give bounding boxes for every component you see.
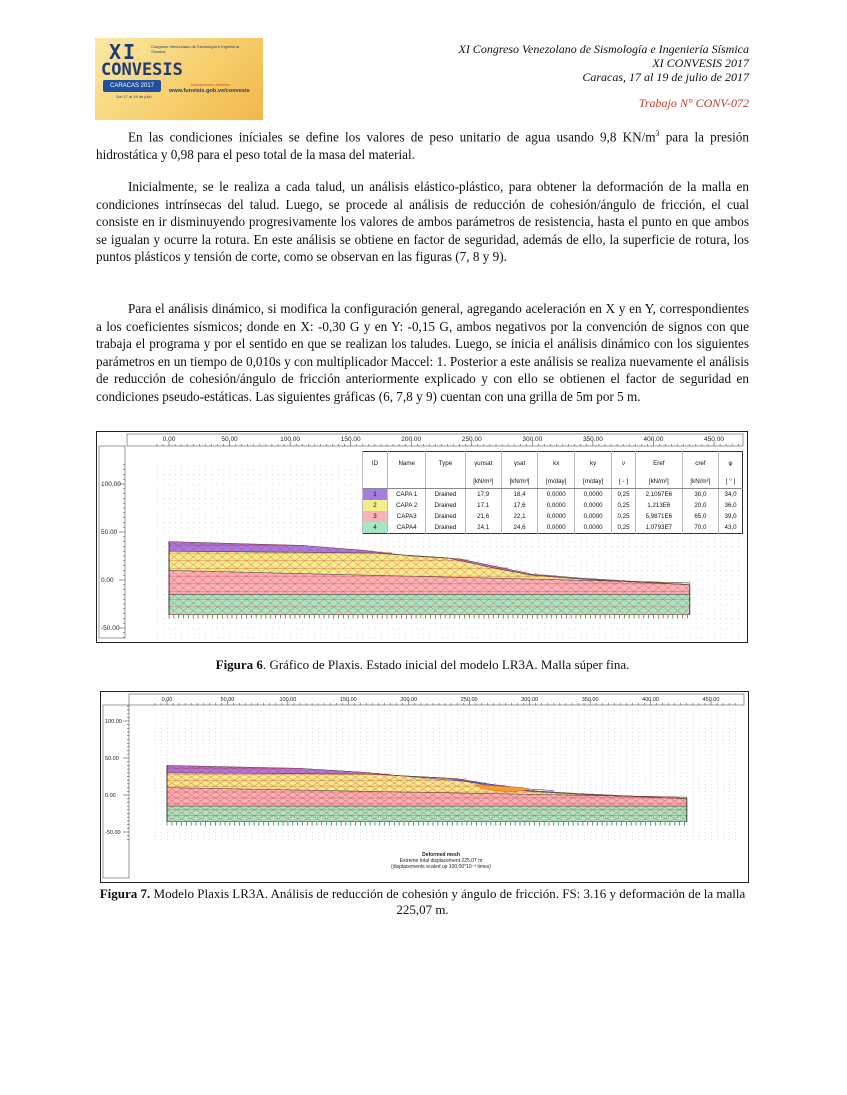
table-cell: Drained (426, 489, 465, 501)
table-unit-cell: [kN/m²] (635, 474, 682, 489)
x-tick-label: 200.00 (400, 697, 418, 703)
table-cell: 34,0 (719, 489, 743, 501)
header-paper-id: Trabajo N° CONV-072 (638, 96, 749, 110)
figure-7-caption (96, 886, 749, 918)
y-tick-label: 100.00 (105, 719, 122, 725)
table-cell: 70,0 (682, 522, 718, 534)
deformed-mesh-title: Deformed mesh (422, 852, 460, 858)
caption-label: Figura 6 (215, 657, 263, 672)
x-tick-label: 300.00 (521, 697, 539, 703)
table-cell: 0,0000 (575, 522, 612, 534)
table-cell: 0,0000 (575, 489, 612, 501)
table-cell: 0,0000 (538, 522, 575, 534)
table-unit-cell: [kN/m³] (501, 474, 537, 489)
table-cell: 43,0 (719, 522, 743, 534)
table-cell: Drained (426, 511, 465, 522)
table-unit-cell: [kN/m²] (682, 474, 718, 489)
logo-dates: Del 17 al 19 de julio (116, 94, 152, 99)
x-tick-label: 100.00 (280, 436, 301, 443)
table-cell: 17,1 (465, 500, 501, 511)
table-cell: 0,0000 (538, 500, 575, 511)
logo-xi: XI (109, 40, 138, 64)
caption-label: Figura 7. (99, 886, 151, 901)
y-tick-label: 50.00 (105, 756, 119, 762)
table-header-cell: γunsat (465, 452, 501, 475)
y-tick-label: -50.00 (105, 830, 121, 836)
table-cell: 0,0000 (575, 511, 612, 522)
table-unit-cell (363, 474, 388, 489)
table-cell: CAPA3 (388, 511, 426, 522)
table-cell: 2,1097E6 (635, 489, 682, 501)
caption-text: Modelo Plaxis LR3A. Análisis de reducción de cohesión y ángulo de fricción. FS: 3.16 y deformación de la malla 225,07 m. (150, 886, 746, 917)
table-cell: 1 (363, 489, 388, 501)
x-tick-label: 400.00 (642, 697, 659, 703)
logo-registration: Inscripciones abiertas (191, 82, 230, 87)
table-header-cell: cref (682, 452, 718, 475)
x-tick-label: 450.00 (704, 436, 724, 443)
x-tick-label: 250.00 (460, 697, 478, 703)
table-unit-cell (388, 474, 426, 489)
table-cell: 18,4 (501, 489, 537, 501)
table-cell: 17,6 (501, 500, 537, 511)
table-cell: 0,0000 (575, 500, 612, 511)
table-cell: 5,9871E6 (635, 511, 682, 522)
logo-convesis: CONVESIS (101, 60, 183, 80)
paragraph-text: para la presión hidrostática y 0,98 para el peso total de la masa del material. (96, 129, 749, 162)
table-cell: 30,0 (682, 489, 718, 501)
table-cell: CAPA 2 (388, 500, 426, 511)
x-tick-label: 200.00 (401, 436, 422, 443)
x-tick-label: 50.00 (220, 697, 235, 703)
table-cell: 24,1 (465, 522, 501, 534)
table-unit-cell (426, 474, 465, 489)
x-tick-label: 100.00 (279, 697, 297, 703)
header-event: XI CONVESIS 2017 (652, 56, 749, 70)
table-cell: 36,0 (719, 500, 743, 511)
x-tick-label: 0.00 (162, 436, 176, 443)
x-tick-label: 50.00 (221, 436, 238, 443)
table-cell: 39,0 (719, 511, 743, 522)
table-cell: 0,25 (612, 511, 636, 522)
boundary-fixities (167, 822, 684, 826)
table-cell: 17,9 (465, 489, 501, 501)
paragraph-text: Inicialmente, se le realiza a cada talud, un análisis elástico-plástico, para obtener la deformación de la malla en condiciones intrínsecas del talud. Luego, se procede al análisis de reducción de cohesión/ángulo de fricción, el cual consiste en ir disminuyendo progresivamente los valores de ambos parámetros de resistencia, hasta el punto en que ambos se igualan y ocurre la rotura. En este análisis se obtiene en factor de seguridad, además de ello, la superficie de rotura, los puntos plásticos y tensión de corte, como se observan en las figuras (7, 8 y 9). (96, 179, 749, 265)
paragraph-initial-conditions (96, 125, 749, 164)
table-header-cell: φ (719, 452, 743, 475)
material-table-header (363, 452, 743, 475)
table-header-cell: ν (612, 452, 636, 475)
table-cell: Drained (426, 500, 465, 511)
table-header-cell: γsat (501, 452, 537, 475)
table-cell: CAPA 1 (388, 489, 426, 501)
table-cell: 22,1 (501, 511, 537, 522)
header-congress: XI Congreso Venezolano de Sismología e Ingeniería Sísmica (458, 42, 749, 56)
x-tick-label: 350.00 (582, 436, 603, 443)
table-row (363, 500, 743, 511)
paragraph-text: En las condiciones iníciales se define los valores de peso unitario de agua usando 9,8 KN/m (128, 129, 656, 145)
paragraph-text: Para el análisis dinámico, si modifica la configuración general, agregando aceleración en X y en Y, correspondientes a los coeficientes sísmicos; donde en X: -0,30 G y en Y: -0,15 G, ambos negativos por la convención de signos con que trabaja el programa y por el sentido en que se realizan los taludes. Luego, se inicia el análisis dinámico con los siguientes parámetros en un tiempo de 0,010s y con multiplicador Maccel: 1. Posterior a este análisis se realiza nuevamente el análisis de reducción de cohesión/ángulo de fricción anteriormente explicado y con ello se obtienen el factor de seguridad en condiciones pseudo-estáticas. Las siguientes gráficas (6, 7,8 y 9) cuentan con una grilla de 5m por 5 m. (96, 301, 749, 404)
table-header-cell: kx (538, 452, 575, 475)
superscript: 3 (655, 129, 660, 138)
table-unit-cell: [ ° ] (719, 474, 743, 489)
table-cell: 3 (363, 511, 388, 522)
boundary-fixities (169, 615, 687, 619)
y-tick-label: 50.00 (101, 529, 118, 536)
table-cell: 24,6 (501, 522, 537, 534)
table-cell: 0,0000 (538, 489, 575, 501)
logo-url: www.funvisis.gob.ve/convesis (169, 88, 250, 94)
table-cell: 0,25 (612, 489, 636, 501)
table-cell: 0,25 (612, 522, 636, 534)
table-unit-cell: [kN/m³] (465, 474, 501, 489)
table-cell: 20,0 (682, 500, 718, 511)
x-tick-label: 350.00 (581, 697, 599, 703)
logo-subtitle: Congreso Venezolano de Sismología e Ingeniería Sísmica (151, 44, 240, 54)
table-unit-cell: [m/day] (538, 474, 575, 489)
figure-6-caption (96, 657, 749, 673)
table-cell: CAPA4 (388, 522, 426, 534)
x-tick-label: 0.00 (161, 697, 173, 703)
table-cell: 0,0000 (538, 511, 575, 522)
x-tick-label: 300.00 (522, 436, 543, 443)
y-ruler (103, 705, 129, 878)
deformed-mesh-scale: (displacements scaled up 100,00*10⁻³ times) (391, 864, 491, 870)
table-header-cell: ID (363, 452, 388, 475)
deformed-mesh-displacement: Extreme total displacement 225,07 m (399, 858, 483, 864)
x-tick-label: 250.00 (461, 436, 482, 443)
paragraph-dynamic (96, 300, 749, 406)
x-tick-label: 450.00 (702, 697, 720, 703)
material-table (362, 451, 743, 534)
table-cell: Drained (426, 522, 465, 534)
x-tick-label: 400.00 (643, 436, 664, 443)
table-cell: 4 (363, 522, 388, 534)
table-row (363, 522, 743, 534)
table-cell: 0,25 (612, 500, 636, 511)
table-unit-cell: [ - ] (612, 474, 636, 489)
logo-city-badge: CARACAS 2017 (103, 80, 161, 92)
table-cell: 21,6 (465, 511, 501, 522)
x-tick-label: 150.00 (340, 436, 361, 443)
y-ruler (99, 446, 125, 638)
table-header-cell: Type (426, 452, 465, 475)
table-cell: 1,0793E7 (635, 522, 682, 534)
figure-7-plaxis-deformed (100, 691, 749, 883)
y-tick-label: 0.00 (105, 793, 116, 799)
table-row (363, 511, 743, 522)
table-cell: 1,213E6 (635, 500, 682, 511)
caption-text: . Gráfico de Plaxis. Estado inicial del modelo LR3A. Malla súper fina. (262, 657, 630, 672)
table-cell: 65,0 (682, 511, 718, 522)
y-tick-label: 0.00 (101, 577, 114, 584)
material-table-units (363, 474, 743, 489)
paragraph-analysis (96, 178, 749, 266)
table-unit-cell: [m/day] (575, 474, 612, 489)
table-header-cell: Eref (635, 452, 682, 475)
table-header-cell: ky (575, 452, 612, 475)
header-place-date: Caracas, 17 al 19 de julio de 2017 (582, 70, 749, 84)
material-table-body (363, 489, 743, 534)
table-row (363, 489, 743, 501)
y-tick-label: 100.00 (101, 481, 121, 488)
table-cell: 2 (363, 500, 388, 511)
table-header-cell: Name (388, 452, 426, 475)
y-tick-label: -50.00 (101, 625, 120, 632)
x-tick-label: 150.00 (339, 697, 357, 703)
convesis-logo (95, 38, 263, 120)
